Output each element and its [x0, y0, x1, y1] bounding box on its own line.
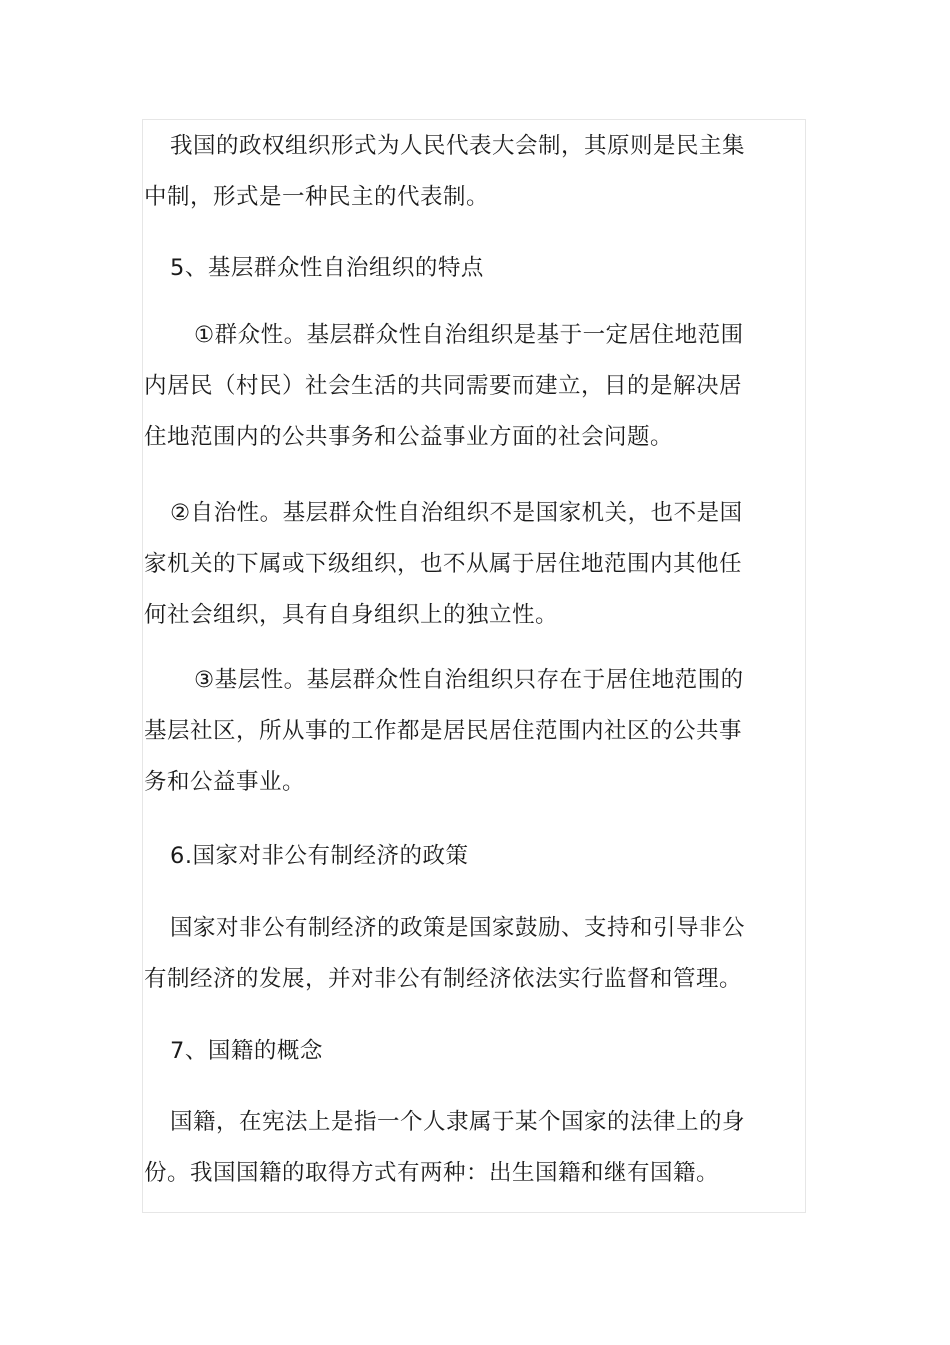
text-line: ③基层性。基层群众性自治组织只存在于居住地范围的 [194, 667, 744, 693]
paragraph-mass-nature [144, 310, 764, 463]
text-line: 有制经济的发展，并对非公有制经济依法实行监督和管理。 [144, 966, 743, 992]
text-line: 中制，形式是一种民主的代表制。 [144, 184, 490, 210]
text-line: ①群众性。基层群众性自治组织是基于一定居住地范围 [194, 322, 744, 348]
section-heading: 6.国家对非公有制经济的政策 [170, 843, 469, 869]
text-line: 家机关的下属或下级组织，也不从属于居住地范围内其他任 [144, 551, 743, 577]
section-heading: 5、基层群众性自治组织的特点 [170, 255, 484, 281]
paragraph-autonomy [144, 488, 764, 641]
paragraph-grassroots [144, 655, 764, 808]
heading-6 [144, 831, 764, 882]
heading-7 [144, 1026, 764, 1077]
text-line: ②自治性。基层群众性自治组织不是国家机关，也不是国 [170, 500, 743, 526]
paragraph-political-system [144, 121, 764, 223]
heading-5 [144, 243, 764, 294]
text-line: 份。我国国籍的取得方式有两种：出生国籍和继有国籍。 [144, 1160, 720, 1186]
text-line: 何社会组织，具有自身组织上的独立性。 [144, 602, 559, 628]
text-line: 务和公益事业。 [144, 769, 306, 795]
text-line: 我国的政权组织形式为人民代表大会制，其原则是民主集 [170, 133, 746, 159]
section-heading: 7、国籍的概念 [170, 1038, 323, 1064]
text-line: 住地范围内的公共事务和公益事业方面的社会问题。 [144, 424, 674, 450]
text-line: 内居民（村民）社会生活的共同需要而建立，目的是解决居 [144, 373, 743, 399]
paragraph-non-public-policy [144, 903, 764, 1005]
text-line: 基层社区，所从事的工作都是居民居住范围内社区的公共事 [144, 718, 743, 744]
text-line: 国籍，在宪法上是指一个人隶属于某个国家的法律上的身 [170, 1109, 746, 1135]
paragraph-nationality [144, 1097, 764, 1199]
text-line: 国家对非公有制经济的政策是国家鼓励、支持和引导非公 [170, 915, 746, 941]
